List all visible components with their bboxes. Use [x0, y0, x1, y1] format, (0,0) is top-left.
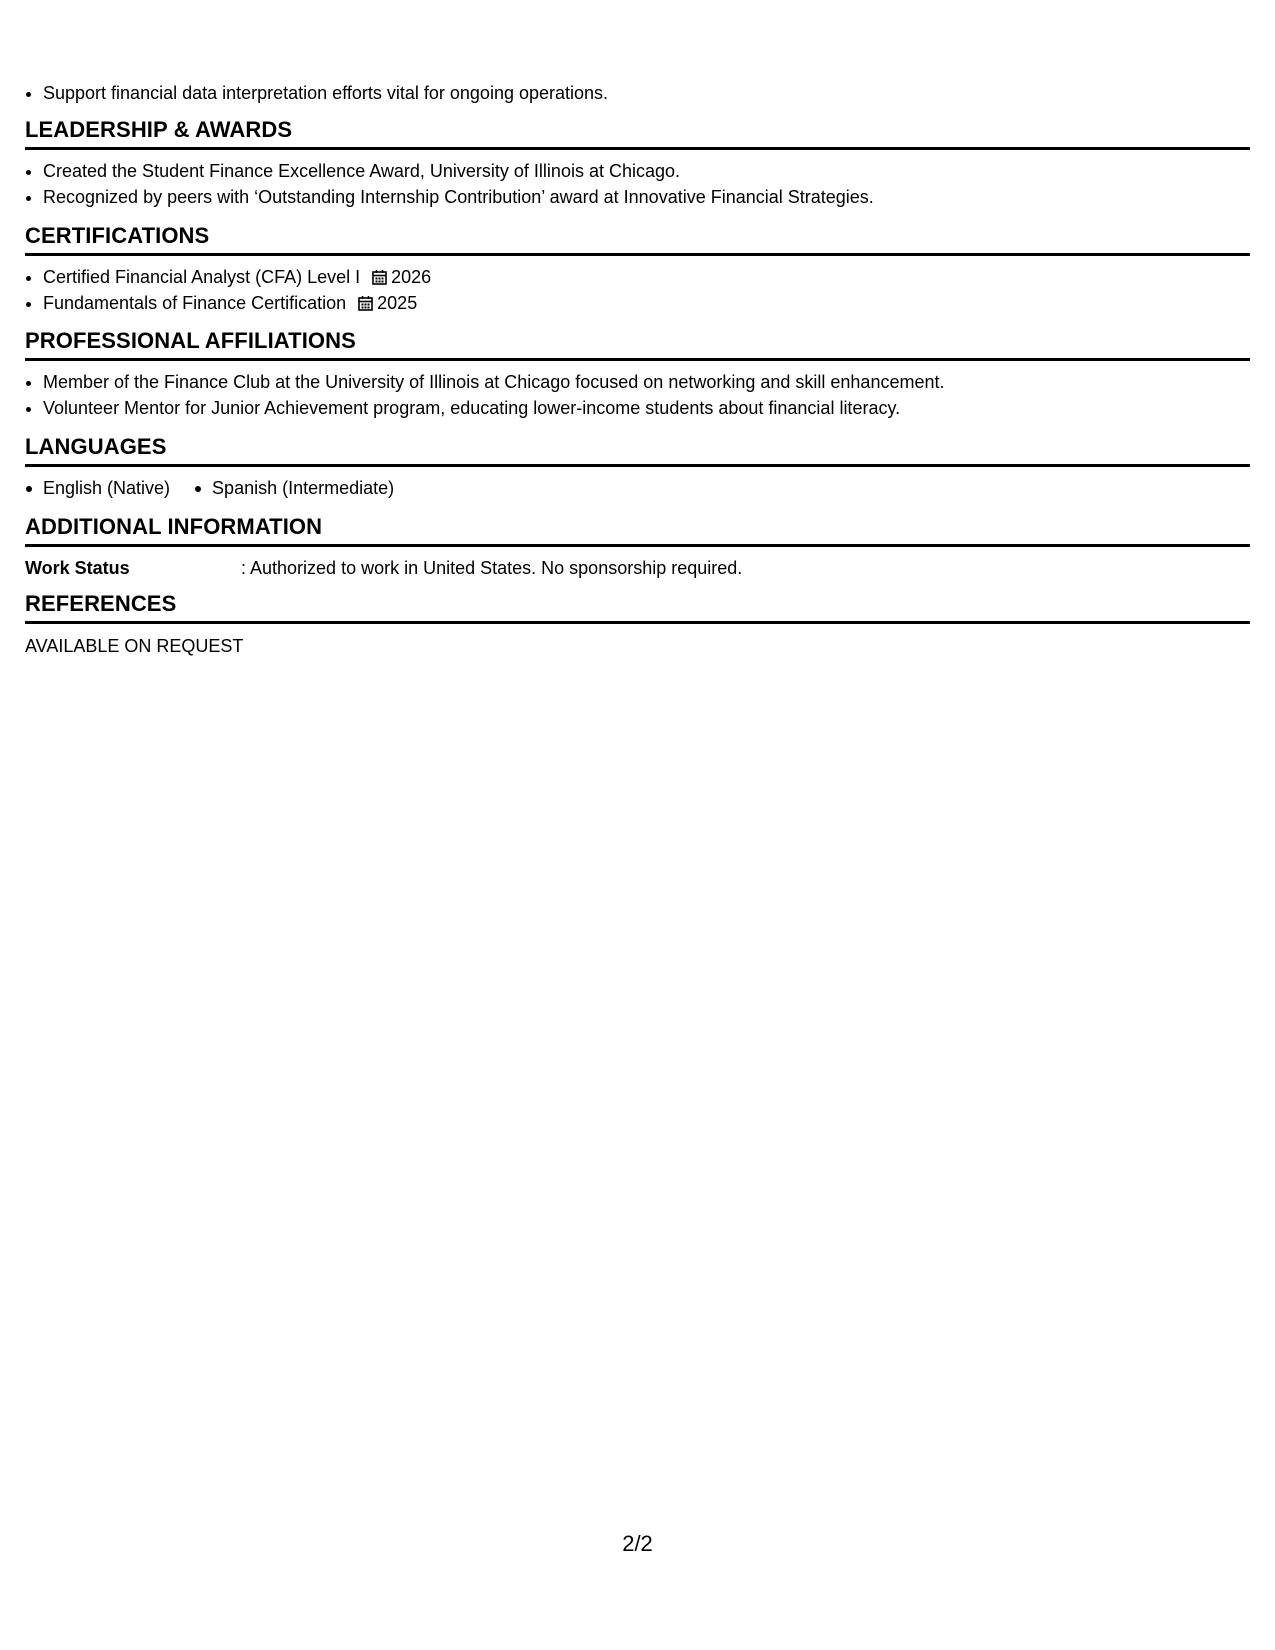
languages-list	[25, 475, 1250, 501]
certification-year: 2026	[391, 267, 432, 287]
languages-section	[25, 433, 1250, 501]
certification-name: Certified Financial Analyst (CFA) Level I	[43, 267, 361, 287]
page-number: 2/2	[622, 1531, 653, 1556]
certifications-list	[25, 264, 1250, 316]
language-item: Spanish (Intermediate)	[194, 475, 394, 501]
section-heading: ADDITIONAL INFORMATION	[25, 514, 323, 539]
resume-page	[25, 0, 1250, 1650]
section-heading: LEADERSHIP & AWARDS	[25, 117, 293, 142]
certifications-section	[25, 222, 1250, 316]
work-status-row	[25, 555, 1250, 581]
professional-affiliations-section	[25, 327, 1250, 421]
list-item: • Member of the Finance Club at the University of Illinois at Chicago focused on networking and skill enhancement.	[43, 369, 1250, 395]
affiliations-list	[25, 369, 1250, 421]
list-item	[43, 264, 1250, 290]
work-status-label: Work Status	[25, 558, 130, 578]
list-item: • Support financial data interpretation efforts vital for ongoing operations.	[43, 80, 1243, 106]
section-heading: CERTIFICATIONS	[25, 223, 210, 248]
work-status-value: : Authorized to work in United States. No sponsorship required.	[241, 558, 743, 578]
calendar-icon	[358, 295, 373, 311]
certification-year: 2025	[377, 293, 418, 313]
section-heading: REFERENCES	[25, 591, 177, 616]
certification-name: Fundamentals of Finance Certification	[43, 293, 347, 313]
references-section	[25, 590, 1250, 659]
leadership-awards-section	[25, 116, 1250, 210]
calendar-icon	[372, 269, 387, 285]
references-text: AVAILABLE ON REQUEST	[25, 636, 244, 656]
section-heading: LANGUAGES	[25, 434, 167, 459]
section-heading: PROFESSIONAL AFFILIATIONS	[25, 328, 356, 353]
language-item: English (Native)	[25, 475, 170, 501]
section-divider	[25, 358, 1250, 361]
additional-information-section	[25, 513, 1250, 581]
section-divider	[25, 621, 1250, 624]
leadership-awards-list	[25, 158, 1250, 210]
continued-experience-list	[25, 80, 1243, 106]
list-item: • Created the Student Finance Excellence Award, University of Illinois at Chicago.	[43, 158, 1250, 184]
section-divider	[25, 544, 1250, 547]
section-divider	[25, 464, 1250, 467]
list-item: • Recognized by peers with ‘Outstanding Internship Contribution’ award at Innovative Financial Strategies.	[43, 184, 1250, 210]
list-item: • Volunteer Mentor for Junior Achievement program, educating lower-income students about financial literacy.	[43, 395, 1250, 421]
section-divider	[25, 253, 1250, 256]
list-item	[43, 290, 1250, 316]
section-divider	[25, 147, 1250, 150]
